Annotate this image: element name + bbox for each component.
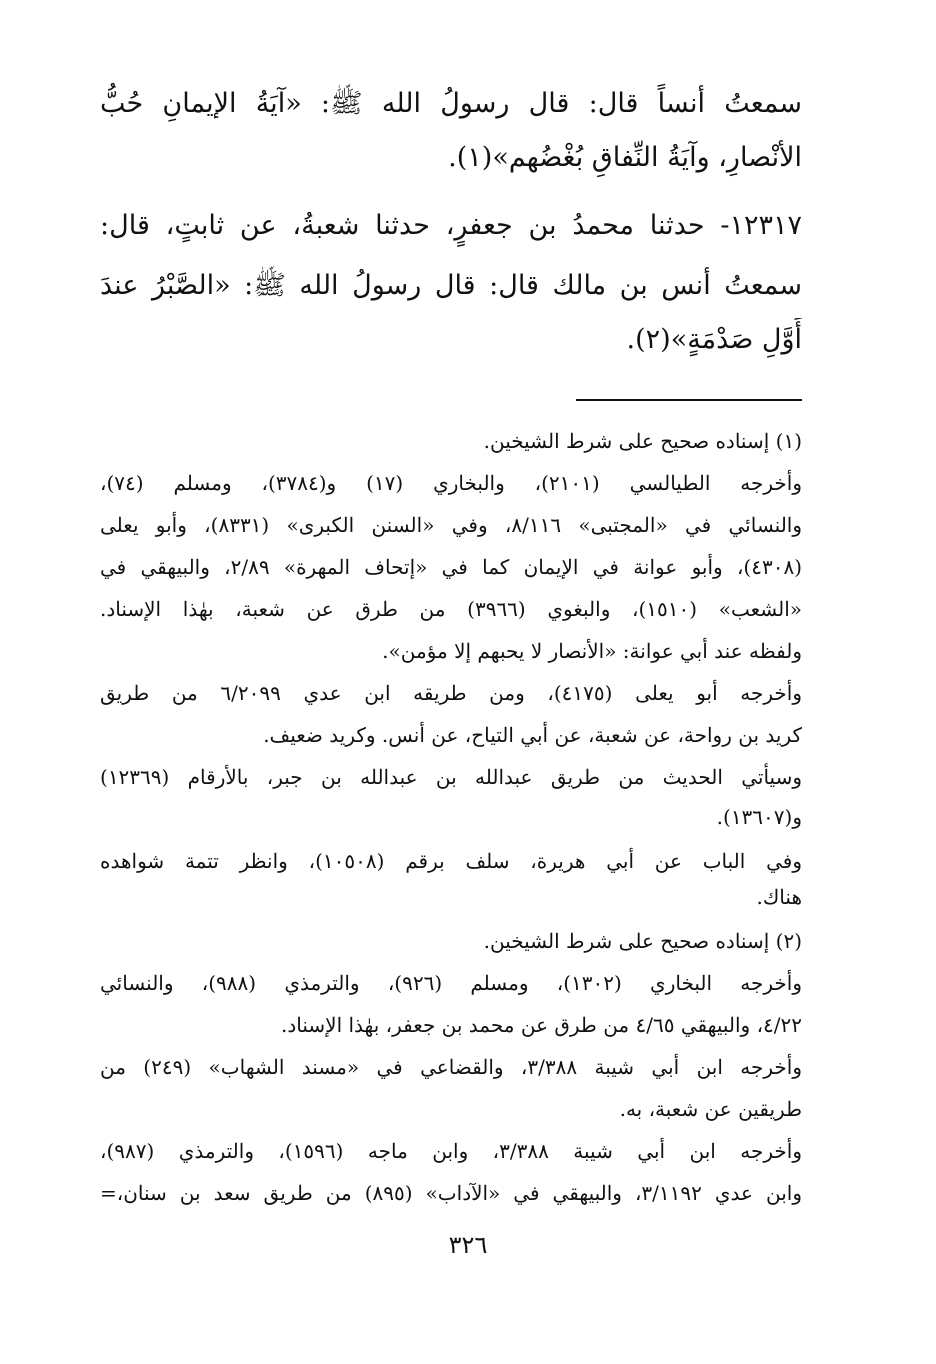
hadith-text-line: الأنْصارِ، وآيَةُ النِّفاقِ بُغْضُهم»(١). bbox=[448, 142, 802, 173]
footnote-line: كريد بن رواحة، عن شعبة، عن أبي التياح، عن أنس. وكريد ضعيف. bbox=[263, 723, 802, 747]
hadith-text-line: سمعتُ أنس بن مالك قال: قال رسولُ الله ﷺ: «الصَّبْرُ عندَ bbox=[100, 270, 802, 301]
footnote-line: وسيأتي الحديث من طريق عبدالله بن عبدالله بن جبر، بالأرقام (١٢٣٦٩) bbox=[100, 765, 802, 789]
footnote-line: (١) إسناده صحيح على شرط الشيخين. bbox=[483, 429, 802, 453]
hadith-text-line: سمعتُ أنساً قال: قال رسولُ الله ﷺ: «آيَةُ الإيمانِ حُبُّ bbox=[100, 88, 802, 119]
footnote-line: وأخرجه أبو يعلى (٤١٧٥)، ومن طريقه ابن عدي ٦/٢٠٩٩ من طريق bbox=[100, 681, 802, 705]
footnote-line: وأخرجه ابن أبي شيبة ٣/٣٨٨، والقضاعي في «مسند الشهاب» (٢٤٩) من bbox=[100, 1055, 802, 1079]
footnote-line: (٤٣٠٨)، وأبو عوانة في الإيمان كما في «إتحاف المهرة» ٢/٨٩، والبيهقي في bbox=[100, 555, 802, 579]
footnote-line: و(١٣٦٠٧). bbox=[716, 805, 802, 829]
footnote-line: والنسائي في «المجتبى» ٨/١١٦، وفي «السنن الكبرى» (٨٣٣١)، وأبو يعلى bbox=[100, 513, 802, 537]
footnote-line: «الشعب» (١٥١٠)، والبغوي (٣٩٦٦) من طرق عن شعبة، بهٰذا الإسناد. bbox=[100, 597, 802, 621]
footnote-line: وأخرجه ابن أبي شيبة ٣/٣٨٨، وابن ماجه (١٥٩٦)، والترمذي (٩٨٧)، bbox=[100, 1139, 802, 1163]
footnote-line: وفي الباب عن أبي هريرة، سلف برقم (١٠٥٠٨)، وانظر تتمة شواهده bbox=[100, 849, 802, 873]
footnote-line: ولفظه عند أبي عوانة: «الأنصار لا يحبهم إلا مؤمن». bbox=[382, 639, 802, 663]
hadith-text-line: أَوَّلِ صَدْمَةٍ»(٢). bbox=[626, 324, 802, 355]
footnote-line: وأخرجه البخاري (١٣٠٢)، ومسلم (٩٢٦)، والترمذي (٩٨٨)، والنسائي bbox=[100, 971, 802, 995]
footnote-line: طريقين عن شعبة، به. bbox=[619, 1097, 802, 1121]
page-number: ٣٢٦ bbox=[448, 1231, 488, 1259]
footnote-line: هناك. bbox=[756, 885, 802, 909]
hadith-heading-line: ١٢٣١٧- حدثنا محمدُ بن جعفرٍ، حدثنا شعبةُ، عن ثابتٍ، قال: bbox=[100, 210, 802, 241]
footnote-line: ٤/٢٢، والبيهقي ٤/٦٥ من طرق عن محمد بن جعفر، بهٰذا الإسناد. bbox=[281, 1013, 802, 1037]
footnote-separator bbox=[576, 399, 802, 401]
footnote-line: (٢) إسناده صحيح على شرط الشيخين. bbox=[483, 929, 802, 953]
footnote-line: وابن عدي ٣/١١٩٢، والبيهقي في «الآداب» (٨٩٥) من طريق سعد بن سنان،= bbox=[100, 1181, 802, 1205]
footnote-line: وأخرجه الطيالسي (٢١٠١)، والبخاري (١٧) و(٣٧٨٤)، ومسلم (٧٤)، bbox=[100, 471, 802, 495]
